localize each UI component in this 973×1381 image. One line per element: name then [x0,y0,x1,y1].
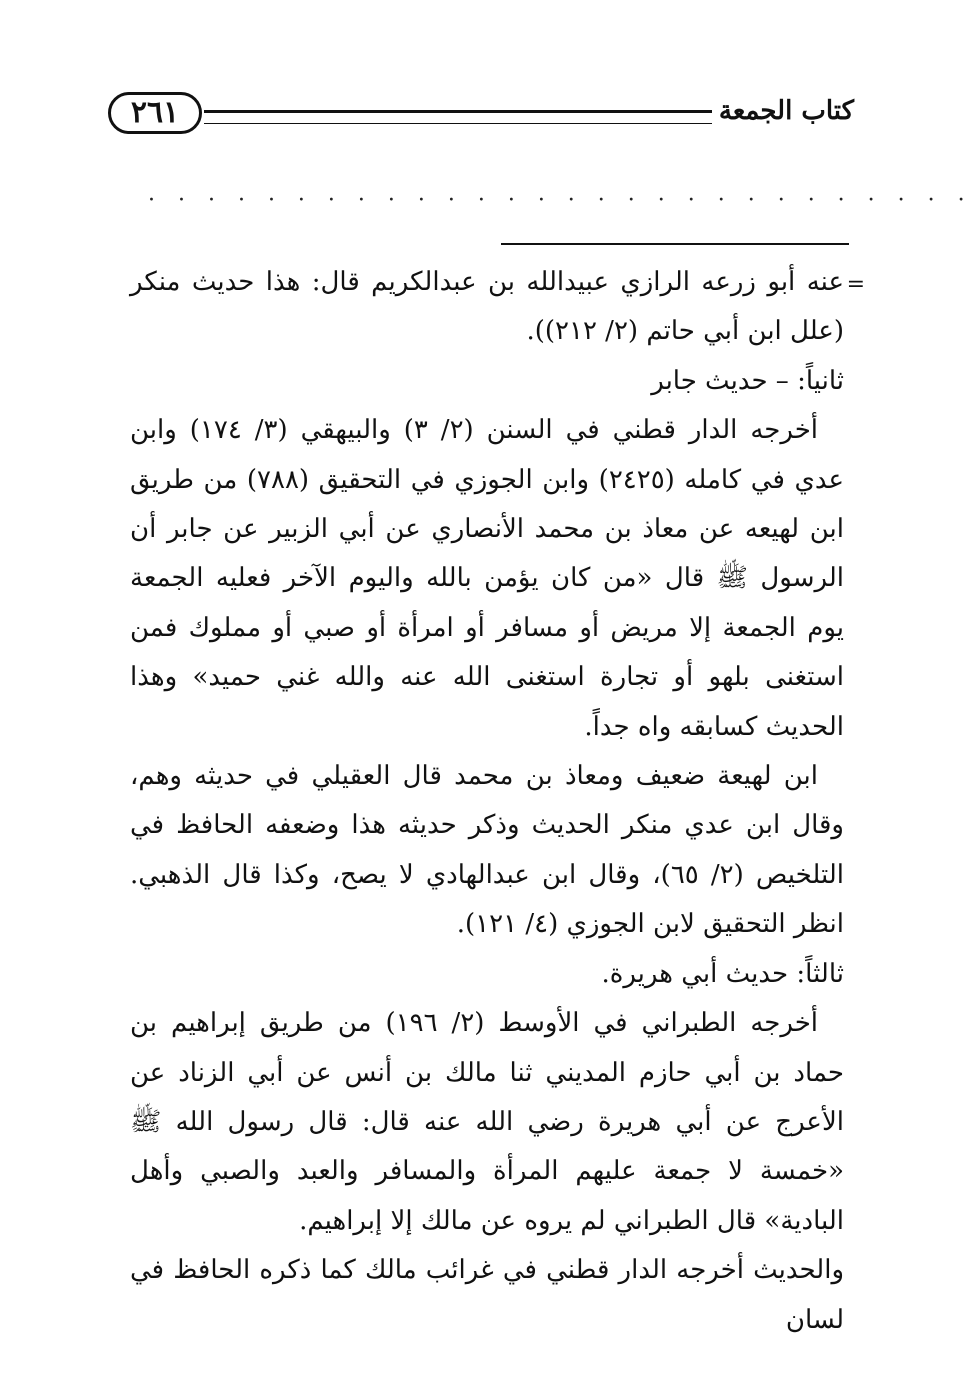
paragraph: أخرجه الطبراني في الأوسط (٢/ ١٩٦) من طريق إبراهيم بن حماد بن أبي حازم المديني ثنا مالك بن أنس عن أبي الزناد عن الأعرج عن أبي هريرة رضي الله عنه قال: قال رسول الله ﷺ «خمسة لا جمعة عليهم المرأة والمسافر والعبد والصبي وأهل البادية» قال الطبراني لم يروه عن مالك إلا إبراهيم. [130,1008,844,1236]
continuation-mark: = [846,272,865,297]
section-heading: ثانياً: – حديث جابر [651,365,844,396]
paragraph: ابن لهيعة ضعيف ومعاذ بن محمد قال العقيلي في حديثه وهم، وقال ابن عدي منكر الحديث وذكر حديثه هذا وضعفه الحافظ في التلخيص (٢/ ٦٥)، وقال ابن عبدالهادي لا يصح، وكذا قال الذهبي. انظر التحقيق لابن الجوزي (٤/ ١٢١). [130,761,844,940]
section-heading: ثالثاً: حديث أبي هريرة. [601,958,844,989]
page-number: ٢٦١ [108,92,202,134]
header-rule [204,110,712,124]
paragraph: والحديث أخرجه الدار قطني في غرائب مالك كما ذكره الحافظ في لسان [130,1255,844,1335]
paragraph: أخرجه الدار قطني في السنن (٢/ ٣) والبيهقي (٣/ ١٧٤) وابن عدي في كامله (٢٤٢٥) وابن الجوزي في التحقيق (٧٨٨) من طريق ابن لهيعه عن معاذ بن محمد الأنصاري عن أبي الزبير عن جابر أن الرسول ﷺ قال «من كان يؤمن بالله واليوم الآخر فعليه الجمعة يوم الجمعة إلا مريض أو مسافر أو امرأة أو صبي أو مملوك فمن استغنى بلهو أو تجارة استغنى الله عنه والله غني حميد» وهذا الحديث كسابقه واه جداً. [130,415,844,742]
book-title: كتاب الجمعة [718,96,854,126]
page-body [130,258,844,1345]
running-header [108,92,854,142]
footnote-rule [501,243,849,245]
paragraph: عنه أبو زرعه الرازي عبيدالله بن عبدالكريم قال: هذا حديث منكر (علل ابن أبي حاتم (٢/ ٢١٢)). [130,267,844,347]
separator-dots: · · · · · · · · · · · · · · · · · · · · · · · · · · · · [148,188,973,213]
